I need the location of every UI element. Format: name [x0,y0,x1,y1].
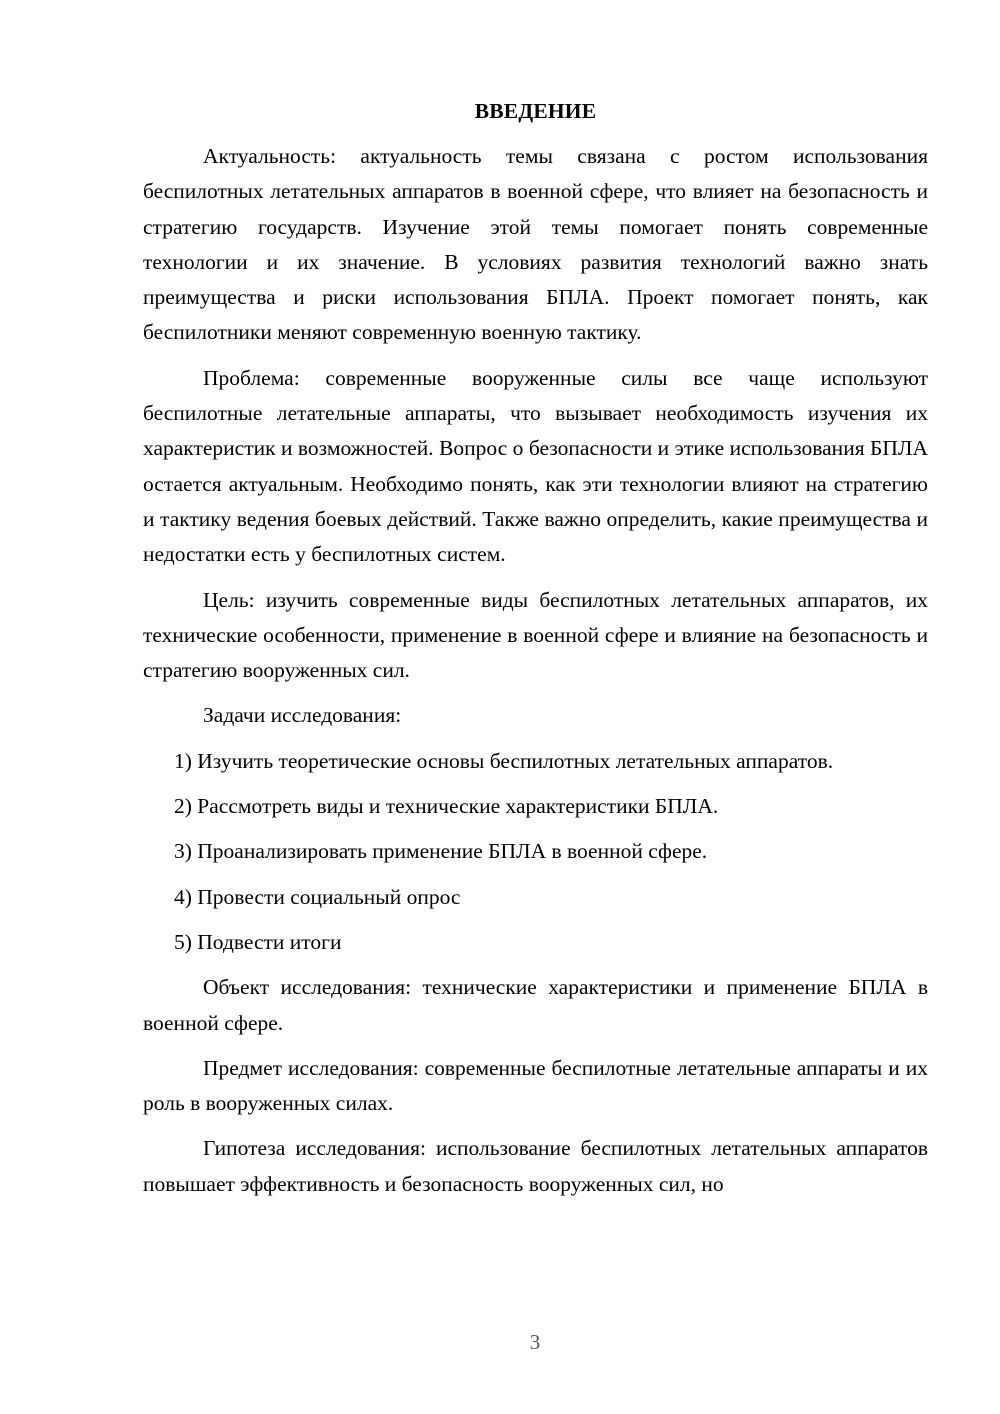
goal-paragraph: Цель: изучить современные виды беспилотных летательных аппаратов, их технические особенности, применение в военной сфере и влияние на безопасность и стратегию вооруженных сил. [143,587,928,683]
hypothesis-paragraph: Гипотеза исследования: использование беспилотных летательных аппаратов повышает эффективность и безопасность вооруженных сил, но [143,1136,928,1196]
task-item-5: 5) Подвести итоги [174,929,342,954]
document-body [143,96,928,1212]
task-item-3: 3) Проанализировать применение БПЛА в военной сфере. [174,839,708,864]
task-item-1: 1) Изучить теоретические основы беспилотных летательных аппаратов. [174,748,834,773]
relevance-paragraph: Актуальность: актуальность темы связана с ростом использования беспилотных летательных аппаратов в военной сфере, что влияет на безопасность и стратегию государств. Изучение этой темы помогает понять современные технологии и их значение. В условиях развития технологий важно знать преимущества и риски использования БПЛА. Проект помогает понять, как беспилотники меняют современную военную тактику. [143,144,928,345]
object-paragraph: Объект исследования: технические характеристики и применение БПЛА в военной сфере. [143,975,928,1035]
tasks-heading: Задачи исследования: [203,703,402,728]
task-item-4: 4) Провести социальный опрос [174,884,461,909]
problem-paragraph: Проблема: современные вооруженные силы все чаще используют беспилотные летательные аппараты, что вызывает необходимость изучения их характеристик и возможностей. Вопрос о безопасности и этике использования БПЛА остается актуальным. Необходимо понять, как эти технологии влияют на стратегию и тактику ведения боевых действий. Также важно определить, какие преимущества и недостатки есть у беспилотных систем. [143,365,928,567]
page-number: 3 [529,1330,541,1354]
page-title: ВВЕДЕНИЕ [474,99,597,123]
subject-paragraph: Предмет исследования: современные беспилотные летательные аппараты и их роль в вооруженных силах. [143,1055,928,1116]
task-item-2: 2) Рассмотреть виды и технические характеристики БПЛА. [174,794,719,819]
